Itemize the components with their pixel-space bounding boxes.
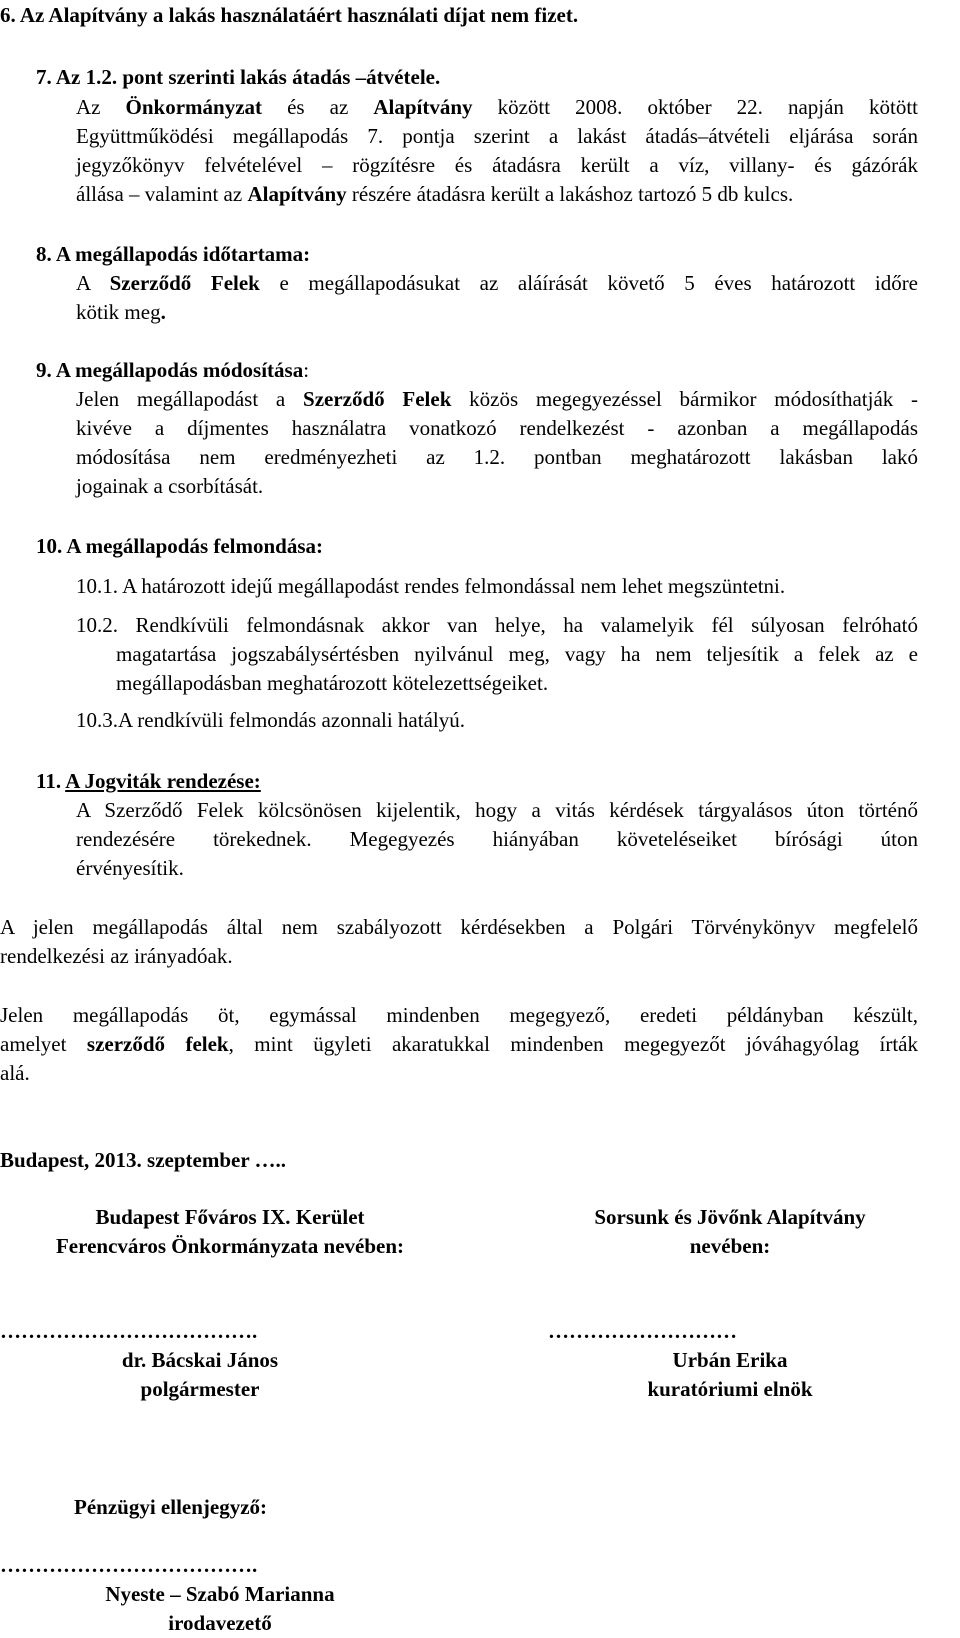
sign-right-dots-text: ……………………… <box>548 1319 737 1343</box>
s7-l4c: részére átadásra került a lakáshoz tartozó 5 db kulcs. <box>346 182 794 206</box>
sign-left-l2: Ferencváros Önkormányzata nevében: <box>55 1234 405 1258</box>
section-7-line-2 <box>76 121 918 151</box>
s9-heading-tail: : <box>303 358 310 382</box>
section-11-line-1 <box>76 795 918 825</box>
s7-l1e: között 2008. október 22. napján kötött <box>472 95 918 119</box>
finance-dots-text: ………………………………. <box>0 1553 258 1577</box>
s9-l2: kivéve a díjmentes használatra vonatkozó rendelkezést - azonban a megállapodás <box>76 416 918 440</box>
section-10-2-line-3 <box>116 668 548 698</box>
finance-title-text: irodavezető <box>168 1611 272 1635</box>
paragraph-2-line-2 <box>0 1029 918 1059</box>
section-10-2-line-2 <box>116 639 918 669</box>
sign-left-org-2 <box>0 1231 460 1261</box>
sign-left-title <box>0 1374 400 1404</box>
s7-l4a: állása – valamint az <box>76 182 248 206</box>
s9-l1b: Szerződő Felek <box>303 387 452 411</box>
sign-right-org-2 <box>540 1231 920 1261</box>
section-8-heading-text: 8. A megállapodás időtartama: <box>36 242 311 266</box>
section-9-line-4 <box>76 471 263 501</box>
s9-l4: jogainak a csorbítását. <box>76 474 264 498</box>
sign-left-dots-text: ………………………………. <box>0 1319 258 1343</box>
section-10-1 <box>76 571 785 601</box>
sign-right-org-1 <box>540 1202 920 1232</box>
s11-l3: érvényesítik. <box>76 856 184 880</box>
s8-l1c: e megállapodásukat az aláírását követő 5 éves határozott időre <box>259 271 919 295</box>
s9-heading-num: 9. <box>36 358 56 382</box>
section-11-line-2 <box>76 824 918 854</box>
section-9-line-2 <box>76 413 918 443</box>
para2-l3: alá. <box>0 1061 30 1085</box>
sign-left-name <box>0 1345 400 1375</box>
sign-right-name <box>540 1345 920 1375</box>
section-11-line-3 <box>76 853 184 883</box>
s9-l1a: Jelen megállapodást a <box>76 387 304 411</box>
s9-l3: módosítása nem eredményezheti az 1.2. pontban meghatározott lakásban lakó <box>76 445 918 469</box>
para2-l1: Jelen megállapodás öt, egymással mindenben megegyező, eredeti példányban készült, <box>0 1003 918 1027</box>
section-10-3 <box>76 705 465 735</box>
sign-right-l1: Sorsunk és Jövőnk Alapítvány <box>594 1205 866 1229</box>
section-6 <box>0 0 578 30</box>
s7-l1c: és az <box>262 95 374 119</box>
finance-name <box>60 1579 380 1609</box>
s10-p2-l1: 10.2. Rendkívüli felmondásnak akkor van helye, ha valamelyik fél súlyosan felróható <box>76 613 918 637</box>
s10-p2-l2: magatartása jogszabálysértésben nyilvánul meg, vagy ha nem teljesítik a felek az e <box>116 642 918 666</box>
s7-l3: jegyzőkönyv felvételével – rögzítésre és átadásra került a víz, villany- és gázórák <box>76 153 918 177</box>
paragraph-1-line-1 <box>0 912 918 942</box>
finance-name-text: Nyeste – Szabó Marianna <box>105 1582 335 1606</box>
s11-l2: rendezésére törekednek. Megegyezés hiányában követeléseiket bírósági úton <box>76 827 918 851</box>
s8-l2a: kötik meg <box>76 300 161 324</box>
s8-l2b: . <box>160 300 166 324</box>
finance-title <box>60 1608 380 1638</box>
sign-right-title-text: kuratóriumi elnök <box>647 1377 813 1401</box>
sign-right-title <box>540 1374 920 1404</box>
para2-l2c: , mint ügyleti akaratukkal mindenben megegyezőt jóváhagyólag írták <box>228 1032 919 1056</box>
sign-left-title-text: polgármester <box>140 1377 260 1401</box>
s9-heading-bold: A megállapodás módosítása <box>55 358 304 382</box>
section-10-heading-text: 10. A megállapodás felmondása: <box>36 534 324 558</box>
para1-l2: rendelkezési az irányadóak. <box>0 944 233 968</box>
date-line <box>0 1145 286 1175</box>
section-7-line-1 <box>76 92 918 122</box>
para2-l2b: szerződő felek <box>86 1032 229 1056</box>
section-11-heading <box>36 766 261 796</box>
section-7-line-4 <box>76 179 793 209</box>
section-9-heading <box>36 355 309 385</box>
finance-label-text: Pénzügyi ellenjegyző: <box>74 1495 268 1519</box>
sign-right-dots <box>548 1316 737 1346</box>
finance-dots <box>0 1550 257 1580</box>
s7-l1b: Önkormányzat <box>125 95 263 119</box>
finance-label <box>74 1492 267 1522</box>
s11-heading-num: 11. <box>36 769 66 793</box>
section-9-line-3 <box>76 442 918 472</box>
s7-l1a: Az <box>76 95 126 119</box>
sign-right-l2: nevében: <box>689 1234 771 1258</box>
section-7-line-3 <box>76 150 918 180</box>
s11-heading-u: A Jogviták rendezése: <box>65 769 261 793</box>
para1-l1: A jelen megállapodás által nem szabályozott kérdésekben a Polgári Törvénykönyv megfelelő <box>0 915 918 939</box>
paragraph-2-line-1 <box>0 1000 918 1030</box>
sign-left-org-1 <box>0 1202 460 1232</box>
s10-p2-l3: megállapodásban meghatározott kötelezettségeiket. <box>116 671 549 695</box>
sign-left-name-text: dr. Bácskai János <box>121 1348 279 1372</box>
section-8-line-2 <box>76 297 166 327</box>
paragraph-1-line-2 <box>0 941 233 971</box>
s8-l1a: A <box>76 271 110 295</box>
section-7-heading <box>36 62 440 92</box>
section-8-heading <box>36 239 310 269</box>
section-6-text: 6. Az Alapítvány a lakás használatáért használati díjat nem fizet. <box>0 3 579 27</box>
section-10-2-line-1 <box>76 610 918 640</box>
s7-l2: Együttműködési megállapodás 7. pontja szerint a lakást átadás–átvételi eljárása során <box>76 124 918 148</box>
s9-l1c: közös megegyezéssel bármikor módosíthatják - <box>451 387 919 411</box>
sign-right-name-text: Urbán Erika <box>672 1348 788 1372</box>
section-8-line-1 <box>76 268 918 298</box>
date-line-text: Budapest, 2013. szeptember ….. <box>0 1148 287 1172</box>
s7-l1d: Alapítvány <box>373 95 473 119</box>
s8-l1b: Szerződő Felek <box>109 271 260 295</box>
s10-p3: 10.3.A rendkívüli felmondás azonnali hatályú. <box>76 708 465 732</box>
section-10-heading <box>36 531 323 561</box>
s7-l4b: Alapítvány <box>247 182 347 206</box>
section-7-heading-text: 7. Az 1.2. pont szerinti lakás átadás –átvétele. <box>36 65 441 89</box>
sign-left-dots <box>0 1316 257 1346</box>
paragraph-2-line-3 <box>0 1058 30 1088</box>
s11-l1: A Szerződő Felek kölcsönösen kijelentik, hogy a vitás kérdések tárgyalásos úton történő <box>76 798 918 822</box>
s10-p1: 10.1. A határozott idejű megállapodást rendes felmondással nem lehet megszüntetni. <box>76 574 786 598</box>
para2-l2a: amelyet <box>0 1032 87 1056</box>
sign-left-l1: Budapest Főváros IX. Kerület <box>95 1205 365 1229</box>
section-9-line-1 <box>76 384 918 414</box>
